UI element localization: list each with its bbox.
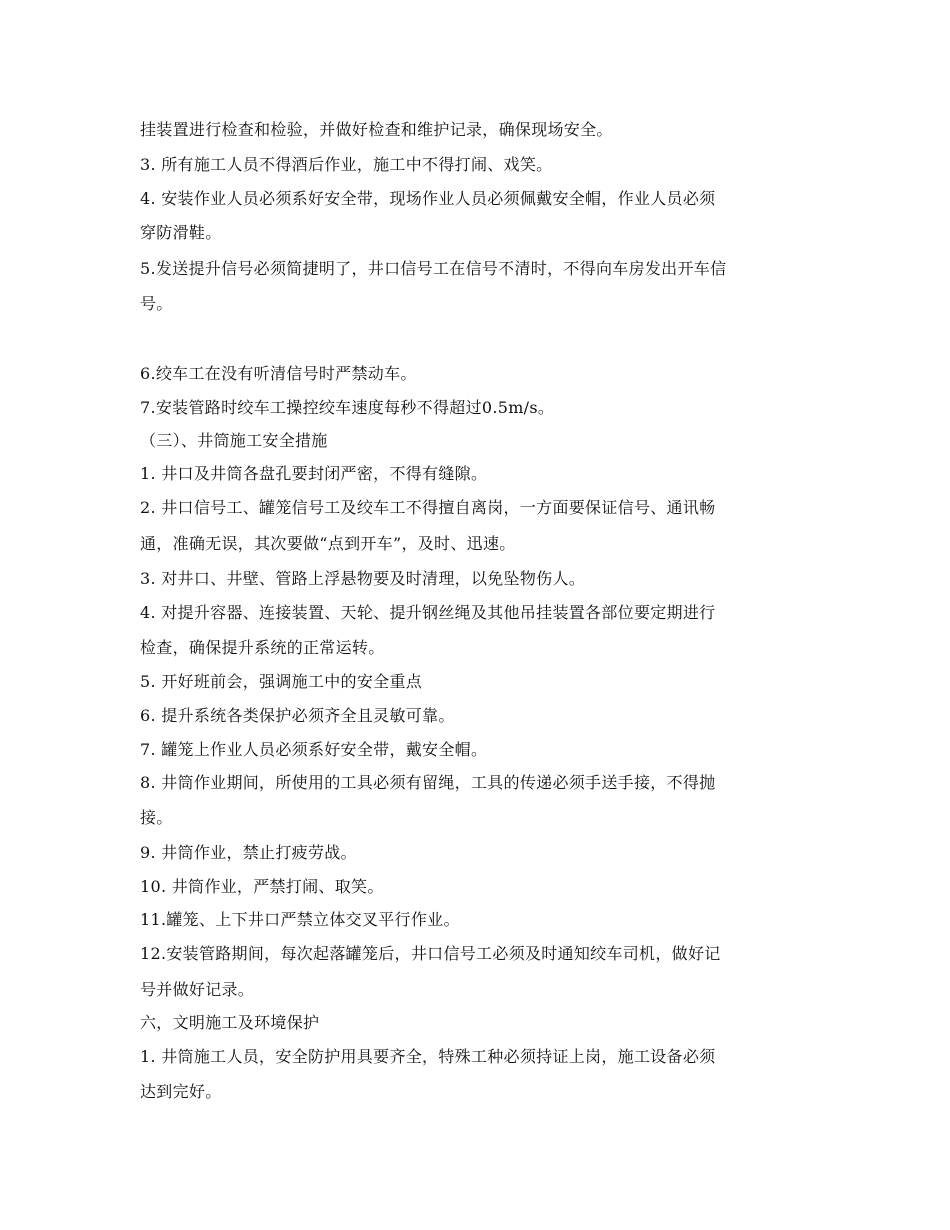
text-line: 10. 井筒作业，严禁打闹、取笑。 [140, 877, 384, 896]
text-line: 11.罐笼、上下井口严禁立体交叉平行作业。 [140, 910, 460, 929]
text-line: 检查，确保提升系统的正常运转。 [140, 638, 385, 657]
text-line: 6. 提升系统各类保护必须齐全且灵敏可靠。 [140, 706, 455, 725]
text-line: 6.绞车工在没有听清信号时严禁动车。 [140, 364, 417, 383]
text-line: 8. 井筒作业期间，所使用的工具必须有留绳，工具的传递必须手送手接，不得抛 [140, 773, 716, 792]
text-line: 5.发送提升信号必须简捷明了，井口信号工在信号不清时，不得向车房发出开车信 [140, 259, 727, 278]
text-line: 穿防滑鞋。 [140, 223, 222, 242]
text-line: 达到完好。 [140, 1082, 222, 1101]
text-line: 7. 罐笼上作业人员必须系好安全带，戴安全帽。 [140, 740, 488, 759]
text-line: 1. 井筒施工人员，安全防护用具要齐全，特殊工种必须持证上岗，施工设备必须 [140, 1047, 716, 1066]
text-line: 3. 所有施工人员不得酒后作业，施工中不得打闹、戏笑。 [140, 155, 553, 174]
text-line: 9. 井筒作业，禁止打疲劳战。 [140, 843, 357, 862]
section-heading: 六，文明施工及环境保护 [140, 1013, 320, 1032]
text-line: 3. 对井口、井壁、管路上浮悬物要及时清理，以免坠物伤人。 [140, 569, 586, 588]
text-line: 12.安装管路期间，每次起落罐笼后，井口信号工必须及时通知绞车司机，做好记 [140, 944, 721, 963]
text-line: 7.安装管路时绞车工操控绞车速度每秒不得超过0.5m/s。 [140, 398, 555, 417]
text-line: 挂装置进行检查和检验，并做好检查和维护记录，确保现场安全。 [140, 120, 613, 139]
text-line: 5. 开好班前会，强调施工中的安全重点 [140, 672, 423, 691]
text-line: 2. 井口信号工、罐笼信号工及绞车工不得擅自离岗，一方面要保证信号、通讯畅 [140, 498, 716, 517]
text-line: 4. 安装作业人员必须系好安全带，现场作业人员必须佩戴安全帽，作业人员必须 [140, 189, 716, 208]
section-heading: （三）、井筒施工安全措施 [140, 431, 328, 450]
text-line: 接。 [140, 808, 173, 827]
text-line: 4. 对提升容器、连接装置、天轮、提升钢丝绳及其他吊挂装置各部位要定期进行 [140, 603, 716, 622]
text-line: 1. 井口及井筒各盘孔要封闭严密，不得有缝隙。 [140, 464, 488, 483]
text-line: 号并做好记录。 [140, 980, 255, 999]
text-line: 通，准确无误，其次要做“点到开车”，及时、迅速。 [140, 534, 516, 553]
text-line: 号。 [140, 294, 173, 313]
